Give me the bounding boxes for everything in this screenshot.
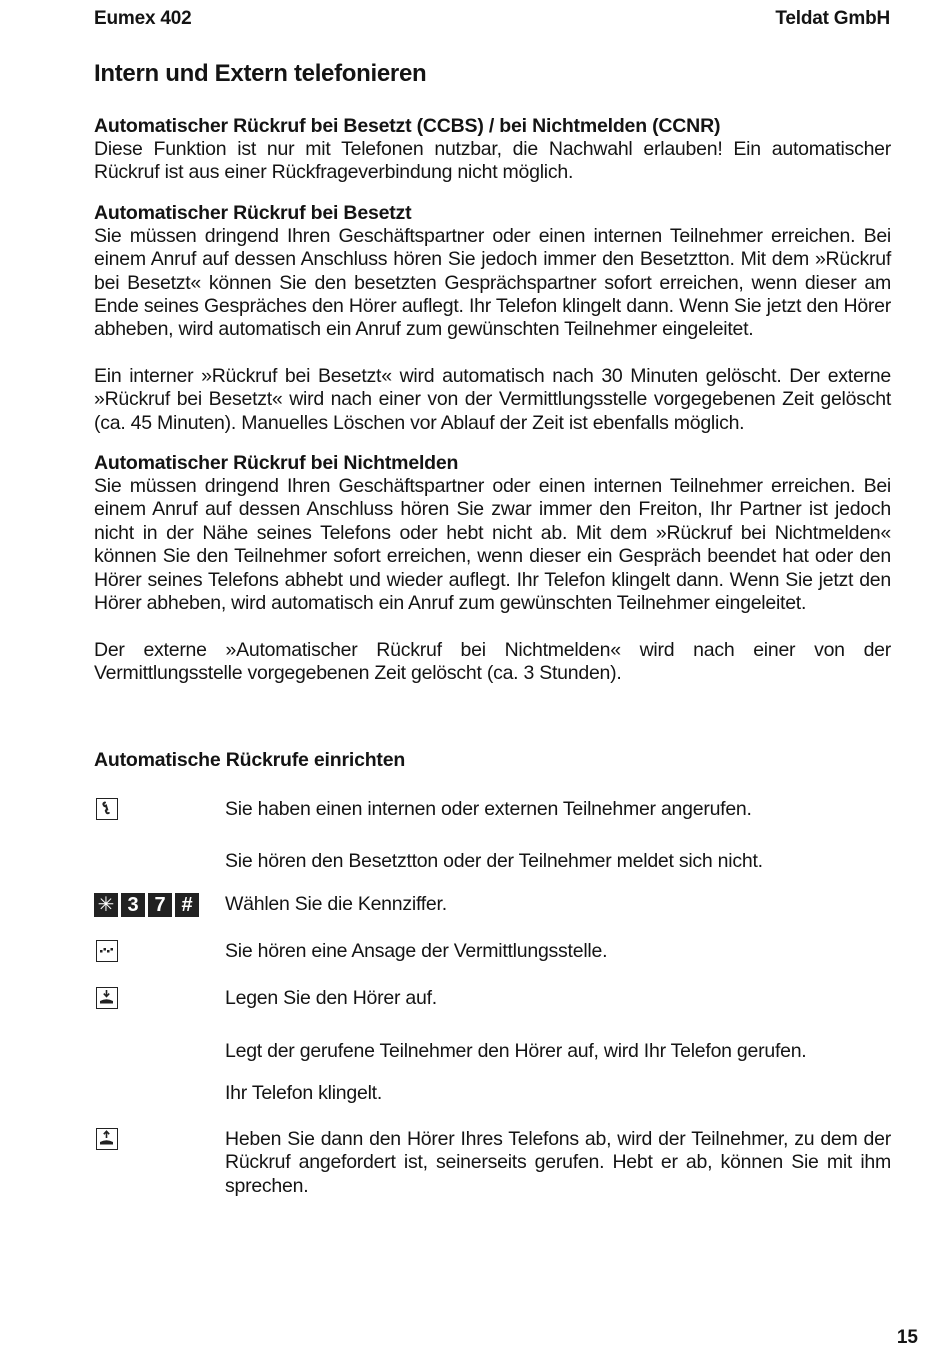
step-text: Legt der gerufene Teilnehmer den Hörer auf, wird Ihr Telefon gerufen. <box>225 1040 807 1062</box>
paragraph: Ein interner »Rückruf bei Besetzt« wird automatisch nach 30 Minuten gelöscht. Der externe »Rückruf bei Besetzt« wird nach einer von der Vermittlungsstelle vorgegebenen Zeit gelöscht (ca. 45 Minuten). Manuelles Löschen vor Ablauf der Zeit ist ebenfalls möglich. <box>94 364 891 434</box>
hash-key: # <box>175 893 199 917</box>
digit-key-7: 7 <box>148 893 172 917</box>
section-ccbs-ccnr <box>94 114 891 185</box>
keypad-keys <box>94 893 202 917</box>
step-text: Sie hören eine Ansage der Vermittlungsstelle. <box>225 940 608 962</box>
section-heading: Automatischer Rückruf bei Besetzt (CCBS) / bei Nichtmelden (CCNR) <box>94 115 721 137</box>
step-text: Ihr Telefon klingelt. <box>225 1082 382 1104</box>
paragraph: Der externe »Automatischer Rückruf bei Nichtmelden« wird nach einer von der Vermittlungsstelle vorgegebenen Zeit gelöscht (ca. 3 Stunden). <box>94 638 891 684</box>
hang-up-icon <box>96 987 118 1009</box>
page-number: 15 <box>896 1327 918 1348</box>
section-heading: Automatischer Rückruf bei Besetzt <box>94 201 412 224</box>
section-rueckruf-nichtmelden <box>94 451 891 685</box>
company-name: Teldat GmbH <box>775 8 890 29</box>
setup-heading: Automatische Rückrufe einrichten <box>94 749 406 771</box>
paragraph: Sie müssen dringend Ihren Geschäftspartner oder einen internen Teilnehmer erreichen. Bei einem Anruf auf dessen Anschluss hören Sie jedoch immer den Besetztton. Mit dem »Rückruf bei Besetzt« können Sie den besetzten Gesprächspartner sofort erreichen, wenn dieser am Ende seines Gespräches den Hörer auflegt. Ihr Telefon klingelt dann. Wenn Sie jetzt den Hörer abheben, wird automatisch ein Anruf zum gewünschten Teilnehmer eingeleitet. <box>94 224 891 341</box>
star-key: ✳ <box>94 893 118 917</box>
pick-up-icon <box>96 1128 118 1150</box>
product-name: Eumex 402 <box>94 8 192 29</box>
paragraph: Diese Funktion ist nur mit Telefonen nutzbar, die Nachwahl erlauben! Ein automatischer Rückruf ist aus einer Rückfrageverbindung nicht möglich. <box>94 138 891 184</box>
digit-key-3: 3 <box>121 893 145 917</box>
section-heading: Automatischer Rückruf bei Nichtmelden <box>94 452 459 475</box>
phone-handset-icon <box>96 798 118 820</box>
announcement-tone-icon <box>96 940 118 962</box>
page-header <box>94 8 890 34</box>
step-text: Wählen Sie die Kennziffer. <box>225 893 447 915</box>
step-text: Sie haben einen internen oder externen Teilnehmer angerufen. <box>225 798 752 820</box>
paragraph: Sie müssen dringend Ihren Geschäftspartner oder einen internen Teilnehmer erreichen. Bei einem Anruf auf dessen Anschluss hören Sie zwar immer den Freiton, Ihr Partner ist jedoch nicht in der Nähe seines Telefons oder hebt nicht ab. Mit dem »Rückruf bei Nichtmelden« können Sie den Teilnehmer sofort erreichen, wenn dieser ein Gespräch beendet hat oder den Hörer seines Telefons abhebt und wieder auflegt. Ihr Telefon klingelt dann. Wenn Sie jetzt den Hörer abheben, wird automatisch ein Anruf zum gewünschten Teilnehmer eingeleitet. <box>94 475 891 615</box>
page-title: Intern und Extern telefonieren <box>94 60 427 87</box>
main-content <box>94 114 891 685</box>
section-rueckruf-besetzt <box>94 201 891 435</box>
step-text: Legen Sie den Hörer auf. <box>225 987 437 1009</box>
step-text: Heben Sie dann den Hörer Ihres Telefons ab, wird der Teilnehmer, zu dem der Rückruf angefordert ist, seinerseits gerufen. Hebt er ab, können Sie mit ihm sprechen. <box>225 1128 891 1197</box>
step-text: Sie hören den Besetztton oder der Teilnehmer meldet sich nicht. <box>225 850 763 872</box>
